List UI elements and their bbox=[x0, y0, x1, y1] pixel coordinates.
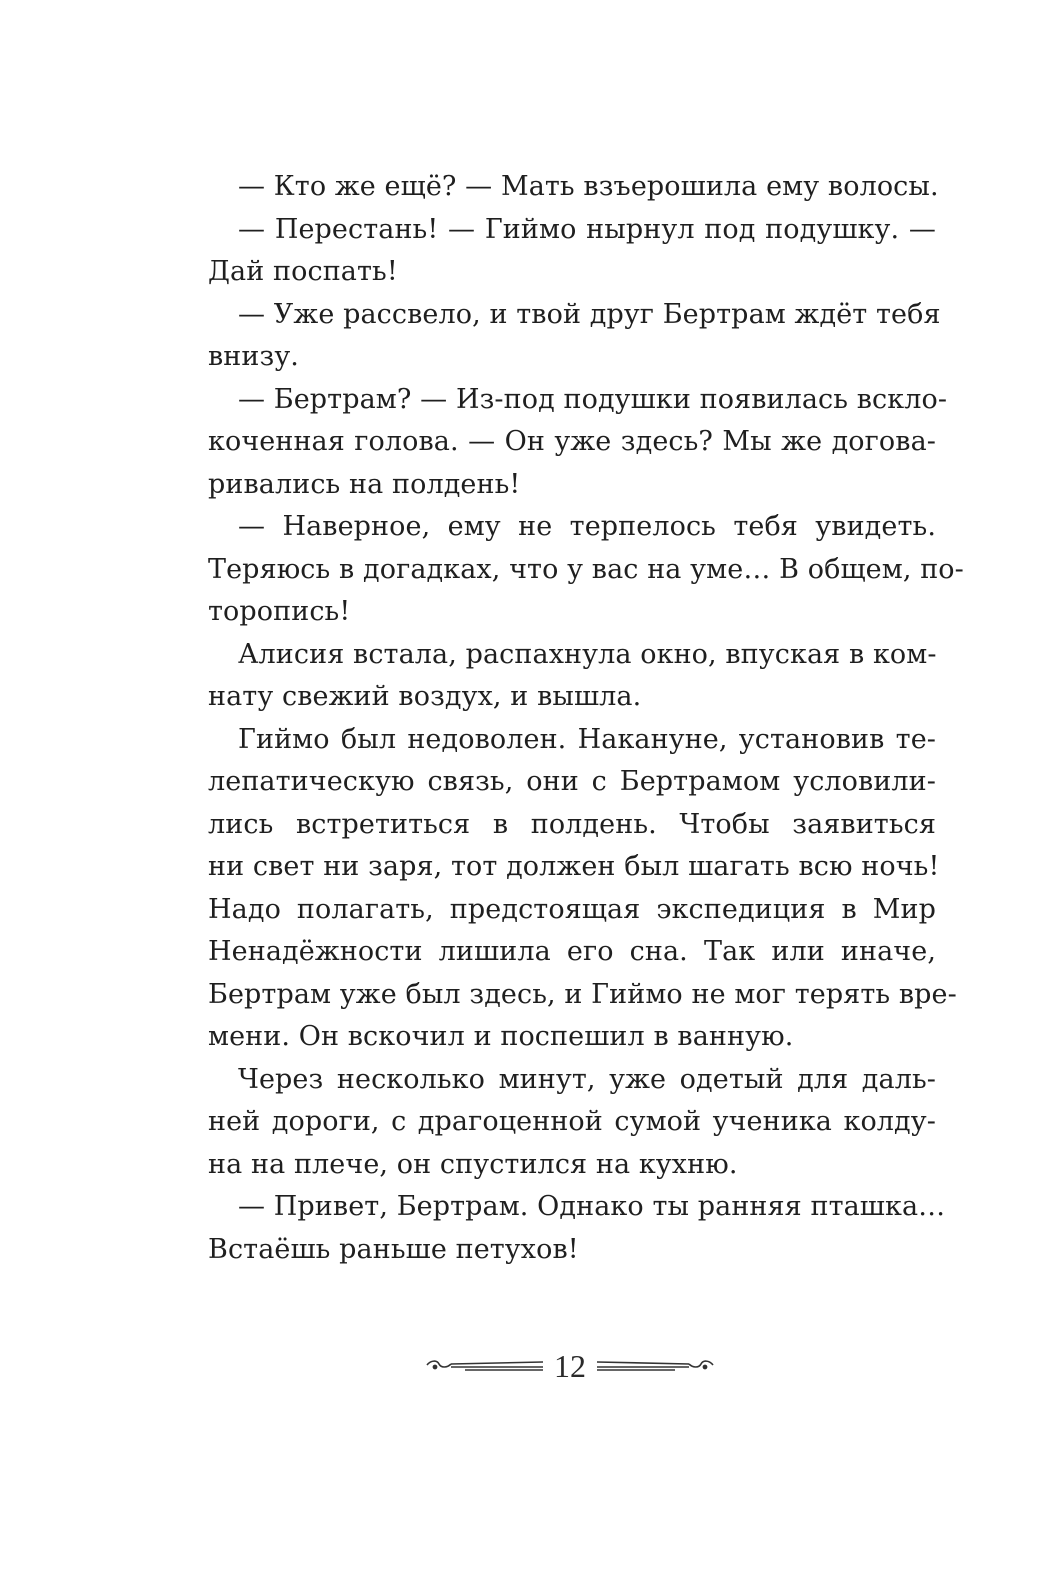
text-line: Дай поспать! bbox=[208, 256, 398, 287]
page-number: 12 bbox=[554, 1348, 586, 1384]
page-footer bbox=[425, 1346, 715, 1386]
text-line: мени. Он вскочил и поспешил в ванную. bbox=[208, 1021, 794, 1052]
text-line: Теряюсь в догадках, что у вас на уме… В общем, по- bbox=[208, 553, 964, 585]
text-line: — Наверное, ему не терпелось тебя увидеть. bbox=[238, 511, 936, 542]
text-line: Надо полагать, предстоящая экспедиция в Мир bbox=[208, 893, 936, 925]
text-line: Бертрам уже был здесь, и Гиймо не мог терять вре- bbox=[208, 978, 957, 1010]
text-line: торопись! bbox=[208, 596, 351, 627]
text-line: лись встретиться в полдень. Чтобы заявиться bbox=[208, 808, 936, 840]
text-line: ней дороги, с драгоценной сумой ученика колду- bbox=[208, 1106, 936, 1137]
text-line: — Уже рассвело, и твой друг Бертрам ждёт тебя bbox=[238, 298, 941, 330]
text-line: ривались на полдень! bbox=[208, 468, 521, 500]
text-line: Встаёшь раньше петухов! bbox=[208, 1233, 579, 1265]
body-text bbox=[208, 166, 964, 1271]
text-line: Гиймо был недоволен. Накануне, установив те- bbox=[238, 723, 936, 755]
text-line: коченная голова. — Он уже здесь? Мы же догова- bbox=[208, 426, 936, 457]
text-line: — Кто же ещё? — Мать взъерошила ему волосы. bbox=[238, 171, 939, 202]
text-line: — Привет, Бертрам. Однако ты ранняя пташка… bbox=[238, 1191, 946, 1222]
text-line: Через несколько минут, уже одетый для даль- bbox=[238, 1063, 936, 1095]
text-line: Ненадёжности лишила его сна. Так или иначе, bbox=[208, 936, 936, 967]
text-line: Алисия встала, распахнула окно, впуская в ком- bbox=[238, 638, 937, 670]
text-line: лепатическую связь, они с Бертрамом условили- bbox=[208, 766, 936, 797]
text-line: ни свет ни заря, тот должен был шагать всю ночь! bbox=[208, 851, 940, 882]
text-line: на на плече, он спустился на кухню. bbox=[208, 1148, 738, 1180]
text-line: — Бертрам? — Из-под подушки появилась вскло- bbox=[238, 383, 948, 415]
text-line: — Перестань! — Гиймо нырнул под подушку. — bbox=[238, 213, 936, 245]
text-line: внизу. bbox=[208, 341, 299, 372]
text-line: нату свежий воздух, и вышла. bbox=[208, 681, 642, 712]
